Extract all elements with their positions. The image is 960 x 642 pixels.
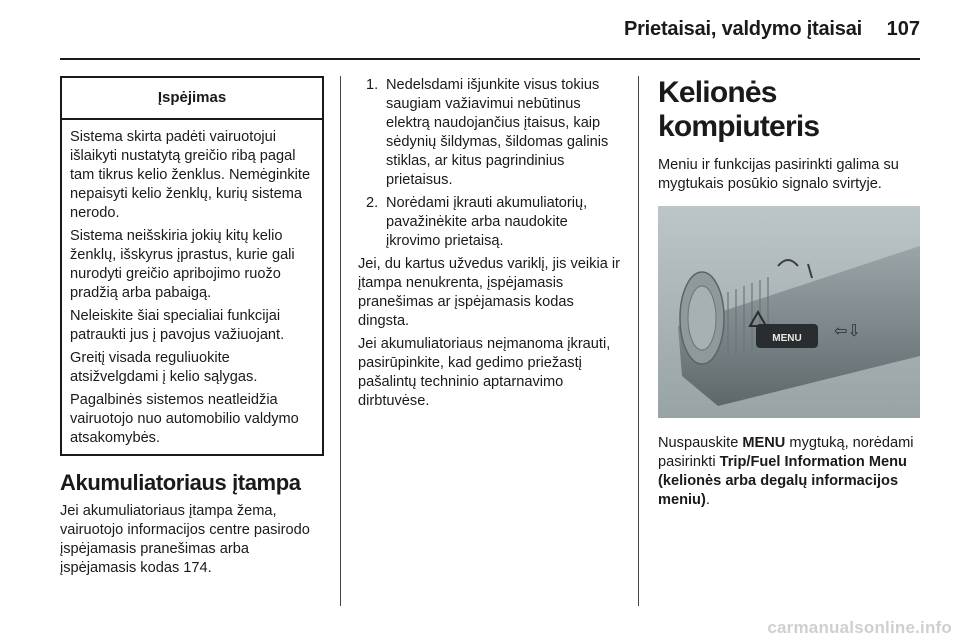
instruction-menu-label: MENU — [742, 435, 786, 451]
warning-body — [62, 120, 322, 454]
running-header-title: Prietaisai, valdymo įtaisai — [623, 18, 862, 40]
list-item-text: Nedelsdami išjunkite visus tokius saugiam važiavimui nebūtinus elektrą naudojančius įtaisus, kaip sėdynių šildymas, šildomas galinis stiklas, ar kitus pagrindinius prietaisus. — [386, 77, 609, 188]
turn-signal-lever-figure — [658, 206, 920, 418]
instruction-text: . — [705, 492, 710, 508]
header-divider — [60, 58, 920, 60]
warning-box — [60, 76, 324, 456]
battery-text: Jei akumuliatoriaus įtampa žema, vairuotojo informacijos centre pasirodo įspėjamasis pranešimas arba įspėjamasis kodas 174. — [60, 503, 310, 576]
page-number: 107 — [886, 18, 920, 40]
body-paragraph: Jei, du kartus užvedus variklį, jis veikia ir įtampa nenukrenta, įspėjamasis pranešimas ar įspėjamasis kodas dingsta. — [358, 256, 620, 329]
column-divider-2 — [638, 76, 639, 606]
trip-instruction — [658, 434, 921, 510]
instruction-text: mygtuką, norėdami pasirinkti — [658, 435, 914, 470]
list-item — [358, 76, 624, 190]
arrow-symbols-icon: ⇦⇩ — [834, 321, 861, 340]
column-3 — [658, 76, 921, 510]
column-1 — [60, 76, 324, 578]
column-divider-1 — [340, 76, 341, 606]
menu-button-label: MENU — [772, 333, 802, 344]
instruction-text: Nuspauskite — [658, 435, 743, 451]
warning-paragraph: Pagalbinės sistemos neatleidžia vairuotojo nuo automobilio valdymo atsakomybės. — [70, 392, 299, 446]
list-item-text: Norėdami įkrauti akumuliatorių, pavažinėkite arba naudokite įkrovimo prietaisą. — [386, 195, 588, 249]
instruction-menu-name: Trip/Fuel Information Menu (kelionės arba degalų informacijos meniu) — [658, 454, 907, 508]
battery-heading: Akumuliatoriaus įtampa — [60, 470, 301, 495]
column-2 — [358, 76, 624, 411]
trip-intro: Meniu ir funkcijas pasirinkti galima su mygtukais posūkio signalo svirtyje. — [658, 157, 899, 192]
warning-paragraph: Sistema skirta padėti vairuotojui išlaikyti nustatytą greičio ribą pagal tam tikrus kelio ženklus. Nemėginkite nepaisyti kelio ženklų, kurių sistema nerodo. — [70, 129, 311, 221]
warning-paragraph: Neleiskite šiai specialiai funkcijai patraukti jus į pavojus važiuojant. — [70, 308, 285, 343]
list-item-number: 1. — [366, 77, 379, 93]
warning-title: Įspėjimas — [62, 78, 322, 120]
list-item-number: 2. — [366, 195, 379, 211]
warning-paragraph: Greitį visada reguliuokite atsižvelgdami į kelio sąlygas. — [70, 350, 258, 385]
list-item — [358, 194, 624, 251]
warning-paragraph: Sistema neišskiria jokių kitų kelio ženklų, išskyrus įprastus, kurie gali nurodyti greičio apribojimo ruožo pradžią arba pabaigą. — [70, 228, 295, 301]
body-paragraph: Jei akumuliatoriaus neįmanoma įkrauti, pasirūpinkite, kad gedimo priežastį pašalintų techninio aptarnavimo dirbtuvėse. — [358, 336, 611, 409]
lever-illustration — [658, 206, 920, 418]
battery-section — [60, 470, 324, 578]
watermark: carmanualsonline.info — [767, 618, 952, 637]
trip-computer-heading: Kelionės kompiuteris — [658, 76, 820, 143]
steps-list — [358, 76, 624, 251]
